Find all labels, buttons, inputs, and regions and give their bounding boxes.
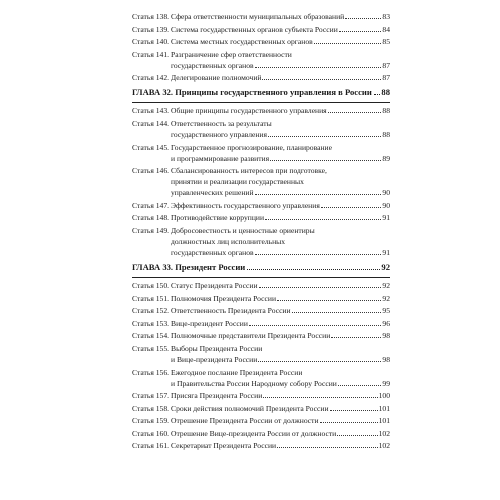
dot-leader [263,397,377,398]
article-title [171,440,390,451]
toc-entry [132,49,390,71]
article-title [171,49,390,71]
table-of-contents [132,11,390,453]
toc-entry [132,330,390,341]
article-number: Статья 148. [132,213,170,223]
title-line [171,236,390,247]
article-title [171,212,390,223]
title-line [171,378,390,389]
chapter-title: ГЛАВА 32. Принципы государственного управления в России [132,87,372,98]
dot-leader [331,337,381,338]
toc-entry [132,165,390,198]
article-title [171,36,390,47]
title-line [171,212,390,223]
article-number: Статья 147. [132,200,170,210]
article-number: Статья 139. [132,24,170,34]
title-line [171,49,390,60]
dot-leader [321,207,382,208]
article-title [171,24,390,35]
toc-entry [132,318,390,329]
title-line [171,293,390,304]
page-number: 83 [382,12,390,21]
title-line [171,390,390,401]
title-text: Государственное прогнозирование, планирование [171,142,332,152]
title-line [171,225,390,236]
article-title [171,165,390,198]
title-text: Ответственность Президента России [171,306,291,316]
title-text: Система государственных органов субъекта России [171,24,338,34]
article-number: Статья 146. [132,166,170,176]
page-number: 92 [381,261,390,272]
page-number: 91 [382,213,390,223]
title-text: Вице-президент России [171,318,248,328]
title-text: и программирование развития [171,153,270,163]
toc-entry [132,105,390,116]
article-number: Статья 138. [132,12,170,21]
title-line [171,247,390,258]
toc-entry [132,36,390,47]
article-number: Статья 154. [132,331,170,341]
title-text: Сбалансированность интересов при подготовке, [171,166,327,176]
title-text: Отрешение Президента России от должности [171,416,319,426]
article-title [171,415,390,426]
toc-entry [132,403,390,414]
chapter-heading [132,261,390,273]
title-line [171,187,390,198]
article-title [171,118,390,140]
toc-entry [132,142,390,164]
page-number: 102 [378,441,390,451]
article-title [171,11,390,22]
article-title [171,200,390,211]
title-line [171,165,390,176]
dot-leader [292,312,382,313]
chapter-rule [132,102,390,103]
title-line [171,343,390,354]
page-number: 101 [378,403,390,413]
title-line [171,153,390,164]
title-line [171,330,390,341]
article-number: Статья 153. [132,318,170,328]
toc-entry [132,293,390,304]
toc-entry [132,225,390,258]
dot-leader [247,269,380,270]
title-text: и Правительства России Народному собору России [171,378,337,388]
page-number: 99 [382,378,390,388]
title-text: Сроки действия полномочий Президента России [171,403,329,413]
toc-entry [132,367,390,389]
dot-leader [337,435,377,436]
dot-leader [320,422,378,423]
title-line [171,415,390,426]
title-line [171,428,390,439]
title-line [171,60,390,71]
title-text: Сфера ответственности муниципальных образований [171,12,345,21]
article-number: Статья 140. [132,37,170,47]
page-number: 95 [382,306,390,316]
chapter-heading [132,86,390,98]
article-number: Статья 155. [132,343,170,353]
page-number: 87 [382,73,390,83]
toc-entry [132,24,390,35]
article-number: Статья 158. [132,403,170,413]
toc-entry [132,200,390,211]
title-line [171,176,390,187]
title-line [171,318,390,329]
dot-leader [265,219,381,220]
article-number: Статья 156. [132,367,170,377]
page-number: 96 [382,318,390,328]
page-number: 90 [382,188,390,198]
toc-entry [132,415,390,426]
page-number: 98 [382,331,390,341]
page-number: 98 [382,354,390,364]
article-number: Статья 152. [132,306,170,316]
title-line [171,105,390,116]
title-text: Отрешение Вице-президента России от должности [171,428,337,438]
toc-entry [132,428,390,439]
title-text: Секретариат Президента России [171,441,277,451]
page-number: 88 [382,129,390,139]
dot-leader [345,18,381,19]
title-text: Полномочия Президента России [171,293,277,303]
page-number: 100 [378,391,390,401]
title-line [171,11,390,22]
title-text: должностных лиц исполнительных [171,236,286,246]
title-text: Эффективность государственного управления [171,200,320,210]
article-title [171,225,390,258]
dot-leader [255,254,382,255]
title-line [171,36,390,47]
title-text: Разграничение сфер ответственности [171,49,292,59]
dot-leader [374,94,381,95]
article-number: Статья 141. [132,49,170,59]
article-title [171,390,390,401]
dot-leader [259,287,382,288]
toc-entry [132,280,390,291]
chapter-rule [132,277,390,278]
title-text: Полномочные представители Президента России [171,331,331,341]
title-text: государственных органов [171,247,254,257]
article-title [171,403,390,414]
toc-entry [132,390,390,401]
article-title [171,367,390,389]
article-title [171,318,390,329]
page-number: 85 [382,37,390,47]
dot-leader [328,112,382,113]
page-number: 101 [378,416,390,426]
dot-leader [330,410,378,411]
page-number: 88 [381,87,390,98]
title-line [171,440,390,451]
article-title [171,330,390,341]
toc-entry [132,212,390,223]
article-number: Статья 142. [132,73,170,83]
article-number: Статья 144. [132,118,170,128]
article-title [171,343,390,365]
article-number: Статья 151. [132,293,170,303]
dot-leader [277,447,378,448]
title-line [171,367,390,378]
title-text: Ответственность за результаты [171,118,272,128]
toc-entry [132,11,390,22]
title-text: Добросовестность и ценностные ориентиры [171,225,315,235]
title-line [171,118,390,129]
title-line [171,24,390,35]
page-number: 92 [382,280,390,290]
article-title [171,142,390,164]
title-line [171,354,390,365]
toc-entry [132,343,390,365]
article-number: Статья 157. [132,391,170,401]
article-number: Статья 150. [132,280,170,290]
title-text: и Вице-президента России [171,354,258,364]
page-number: 91 [382,247,390,257]
title-text: Выборы Президента России [171,343,263,353]
page-number: 92 [382,293,390,303]
page-number: 84 [382,24,390,34]
dot-leader [270,160,381,161]
title-line [171,129,390,140]
title-text: Статус Президента России [171,280,258,290]
title-text: управленческих решений [171,188,254,198]
title-text: государственных органов [171,60,254,70]
dot-leader [258,361,381,362]
dot-leader [338,385,382,386]
page-number: 90 [382,200,390,210]
article-number: Статья 149. [132,225,170,235]
title-text: принятии и реализации государственных [171,177,304,187]
article-title [171,305,390,316]
toc-entry [132,118,390,140]
title-text: Общие принципы государственного управления [171,106,327,116]
title-text: Противодействие коррупции [171,213,265,223]
title-text: Система местных государственных органов [171,37,313,47]
article-title [171,105,390,116]
dot-leader [277,300,381,301]
dot-leader [268,136,381,137]
article-title [171,72,390,83]
title-text: государственного управления [171,129,267,139]
title-line [171,305,390,316]
dot-leader [262,79,381,80]
title-line [171,142,390,153]
title-text: Ежегодное послание Президента России [171,367,303,377]
title-text: Делегирование полномочий [171,73,262,83]
title-line [171,72,390,83]
page-number: 89 [382,153,390,163]
dot-leader [255,67,382,68]
page-number: 88 [382,106,390,116]
page-number: 87 [382,60,390,70]
title-text: Присяга Президента России [171,391,263,401]
dot-leader [255,194,382,195]
toc-entry [132,72,390,83]
article-number: Статья 161. [132,441,170,451]
article-title [171,293,390,304]
article-title [171,280,390,291]
article-number: Статья 145. [132,142,170,152]
toc-entry [132,440,390,451]
article-number: Статья 160. [132,428,170,438]
article-number: Статья 143. [132,106,170,116]
dot-leader [249,325,382,326]
article-title [171,428,390,439]
dot-leader [339,31,382,32]
toc-entry [132,305,390,316]
chapter-title: ГЛАВА 33. Президент России [132,261,246,272]
title-line [171,403,390,414]
page-number: 102 [378,428,390,438]
title-line [171,200,390,211]
article-number: Статья 159. [132,416,170,426]
dot-leader [314,43,382,44]
title-line [171,280,390,291]
